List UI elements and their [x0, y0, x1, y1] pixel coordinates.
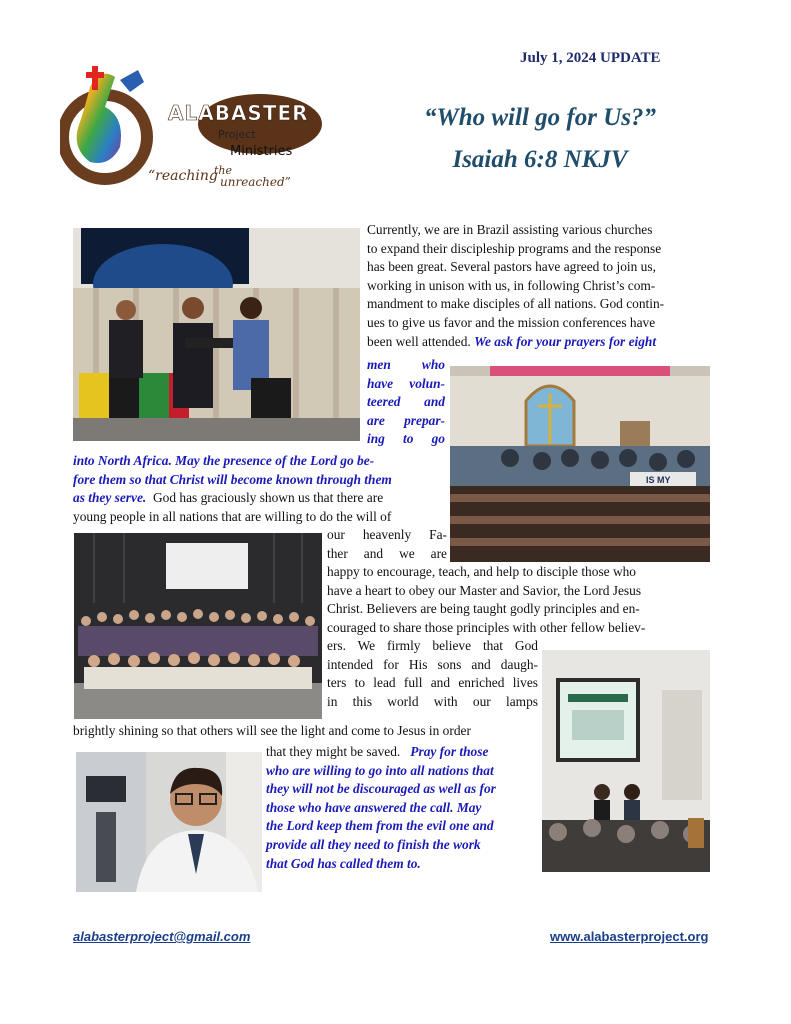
- contact-email-link[interactable]: alabasterproject@gmail.com: [73, 929, 251, 944]
- closing-line: that God has called them to.: [266, 855, 421, 871]
- father-line: ther and we are: [327, 545, 447, 561]
- closing-line: [266, 743, 538, 762]
- encourage-line: have a heart to obey our Master and Savior, the Lord Jesus: [327, 582, 642, 598]
- banner-text: IS MY: [646, 475, 671, 485]
- encourage-line: happy to encourage, teach, and help to disciple those who: [327, 564, 637, 579]
- encourage-paragraph: [327, 563, 711, 637]
- young-people-line: young people in all nations that are willing to do the will of: [73, 508, 392, 524]
- pray-for-those: Pray for those: [410, 744, 489, 759]
- closing-prayer: [266, 743, 538, 873]
- closing-line: those who have answered the call. May: [266, 799, 482, 815]
- prayer-line: fore them so that Christ will become known through them: [73, 471, 392, 487]
- prayer-request-start: We ask for your prayers for eight: [474, 333, 657, 349]
- intro-line: mandment to make disciples of all nations. God contin-: [367, 296, 665, 312]
- prayer-line: [73, 489, 445, 508]
- intro-line: working in unison with us, in following Christ’s com-: [367, 277, 656, 293]
- photo-youth-group: [74, 533, 322, 719]
- intro-line: ues to give us favor and the mission conferences have: [367, 314, 656, 330]
- photo-presentation-room: [542, 650, 710, 872]
- prayer-request-narrow: [367, 356, 445, 449]
- belief-line: in this world with our lamps: [327, 693, 538, 709]
- intro-line: Currently, we are in Brazil assisting various churches: [367, 222, 653, 237]
- intro-line: has been great. Several pastors have agreed to join us,: [367, 259, 656, 275]
- encourage-line: couraged to share those principles with other fellow believ-: [327, 619, 646, 635]
- prayer-line: are prepar-: [367, 412, 445, 428]
- lamps-text: brightly shining so that others will see the light and come to Jesus in order: [73, 723, 471, 738]
- prayer-line: teered and: [367, 394, 445, 410]
- closing-line: who are willing to go into all nations that: [266, 762, 494, 778]
- closing-line: they will not be discouraged as well as for: [266, 781, 496, 797]
- prayer-line: men who: [367, 357, 445, 372]
- update-date: July 1, 2024 UPDATE: [520, 50, 661, 66]
- intro-line: [367, 333, 711, 352]
- closing-line: provide all they need to finish the work: [266, 836, 481, 852]
- lamps-line: [73, 722, 541, 741]
- young-people-start: God has graciously shown us that there are: [152, 490, 384, 506]
- belief-paragraph: [327, 637, 538, 711]
- scripture-reference: Isaiah 6:8 NKJV: [452, 146, 628, 173]
- intro-line: to expand their discipleship programs and the response: [367, 240, 662, 256]
- heavenly-father-lines: [327, 526, 447, 563]
- logo-name: ALABASTER: [168, 101, 309, 125]
- prayer-request-wide: [73, 452, 445, 526]
- prayer-line-end: as they serve.: [73, 490, 147, 506]
- encourage-line: Christ. Believers are being taught godly principles and en-: [327, 601, 640, 617]
- intro-line-end: been well attended.: [367, 333, 471, 349]
- prayer-line: have volun-: [367, 375, 445, 391]
- website-link[interactable]: www.alabasterproject.org: [550, 929, 709, 944]
- logo-line2: Project: [218, 128, 256, 141]
- photo-doctor-portrait: [76, 752, 262, 892]
- saved-text: that they might be saved.: [266, 744, 401, 759]
- alabaster-logo: [60, 62, 330, 197]
- logo-tagline-c: unreached”: [220, 175, 291, 189]
- intro-paragraph: [367, 221, 711, 351]
- belief-line: ters to lead full and enriched lives: [327, 675, 538, 691]
- logo-line3: Ministries: [230, 144, 293, 159]
- page-title: “Who will go for Us?”: [424, 104, 656, 131]
- logo-tagline-b: the: [214, 164, 233, 177]
- logo-tagline-a: “reaching: [148, 168, 218, 184]
- prayer-line: into North Africa. May the presence of the Lord go be-: [73, 453, 375, 468]
- father-line: our heavenly Fa-: [327, 527, 447, 542]
- photo-church-congregation: [450, 366, 710, 562]
- prayer-line: ing to go: [367, 431, 445, 447]
- photo-stage-speakers: [73, 228, 360, 441]
- belief-line: ers. We firmly believe that God: [327, 638, 538, 653]
- closing-line: the Lord keep them from the evil one and: [266, 818, 494, 834]
- belief-line: intended for His sons and daugh-: [327, 656, 538, 672]
